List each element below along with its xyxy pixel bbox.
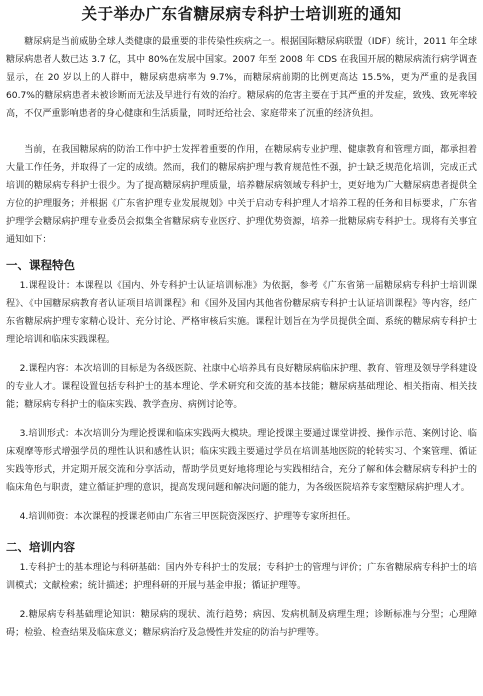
section-item: 2.课程内容：本次培训的目标是为各级医院、社康中心培养具有良好糖尿病临床护理、教育、管理及领导学科建设的专业人才。课程设置包括专科护士的基本理论、学术研究和交流的基本技能；糖尿病基础理论、相关指南、相关技能；糖尿病专科护士的临床实践、教学查房、病例讨论等。	[6, 364, 477, 410]
section-training-content	[6, 537, 477, 642]
intro-paragraph: 当前，在我国糖尿病的防治工作中护士发挥着重要的作用，在糖尿病专业护理、健康教育和管理方面，都承担着大量工作任务，并取得了一定的成绩。然而，我们的糖尿病护理与教育规范性不强，护士缺乏规范化培训，完成正式培训的糖尿病专科护士很少。为了提高糖尿病护理质量，培养糖尿病领域专科护士，更好地为广大糖尿病患者提供全方位的护理服务；并根据《广东省护理专业发展规划》中关于启动专科护理人才培养工程的任务和目标要求，广东省护理学会糖尿病护理专业委员会拟集全省糖尿病专业医疗、护理优势资源，培养一批糖尿病专科护士。现将有关事宜通知如下：	[6, 145, 477, 245]
intro-paragraph: 糖尿病是当前威胁全球人类健康的最重要的非传染性疾病之一。根据国际糖尿病联盟（IDF）统计，2011 年全球糖尿病患者人数已达 3.7 亿，其中 80%在发展中国家。2007 年至 2008 年 CDS 在我国开展的糖尿病流行病学调查显示，在 20 岁以上的人群中，糖尿病患病率为 9.7%，而糖尿病前期的比例更高达 15.5%，更为严重的是我国 60.7%的糖尿病患者未被诊断而无法及早进行有效的治疗。糖尿病的危害主要在于其严重的并发症，致残、致死率较高，不仅严重影响患者的身心健康和生活质量，同时还给社会、家庭带来了沉重的经济负担。	[6, 37, 477, 119]
section-course-features	[6, 255, 477, 526]
section-item: 3.培训形式：本次培训分为理论授课和临床实践两大模块。理论授课主要通过课堂讲授、操作示范、案例讨论、临床观摩等形式增强学员的理性认识和感性认识；临床实践主要通过学员在培训基地医院的轮转实习、个案管理、循证实践等形式，并定期开展交流和分享活动，帮助学员更好地将理论与实践相结合，充分了解和体会糖尿病专科护士的临床角色与职责，建立循证护理的意识，提高发现问题和解决问题的能力，为各级医院培养专家型糖尿病护理人才。	[6, 429, 477, 493]
document-title: 关于举办广东省糖尿病专科护士培训班的通知	[81, 4, 402, 23]
section-item: 4.培训师资：本次课程的授课老师由广东省三甲医院资深医疗、护理等专家所担任。	[19, 512, 356, 522]
section-item: 2.糖尿病专科基础理论知识：糖尿病的现状、流行趋势；病因、发病机制及病理生理；诊断标准与分型；心理障碍；检验、检查结果及临床意义；糖尿病治疗及急慢性并发症的防治与护理等。	[6, 610, 477, 638]
section-item: 1.课程设计：本课程以《国内、外专科护士认证培训标准》为依据，参考《广东省第一届糖尿病专科护士培训课程》、《中国糖尿病教育者认证项目培训课程》和《国外及国内其他省份糖尿病专科护士认证培训课程》等内容，经广东省糖尿病护理专家精心设计、充分讨论、严格审核后实施。课程计划旨在为学员提供全面、系统的糖尿病专科护士理论培训和临床实践课程。	[6, 281, 477, 345]
section-heading: 二、培训内容	[6, 540, 75, 554]
section-heading: 一、课程特色	[6, 258, 75, 272]
section-item: 1.专科护士的基本理论与科研基础：国内外专科护士的发展；专科护士的管理与评价；广东省糖尿病专科护士的培训模式；文献检索；统计描述；护理科研的开展与基金申报；循证护理等。	[6, 563, 477, 591]
